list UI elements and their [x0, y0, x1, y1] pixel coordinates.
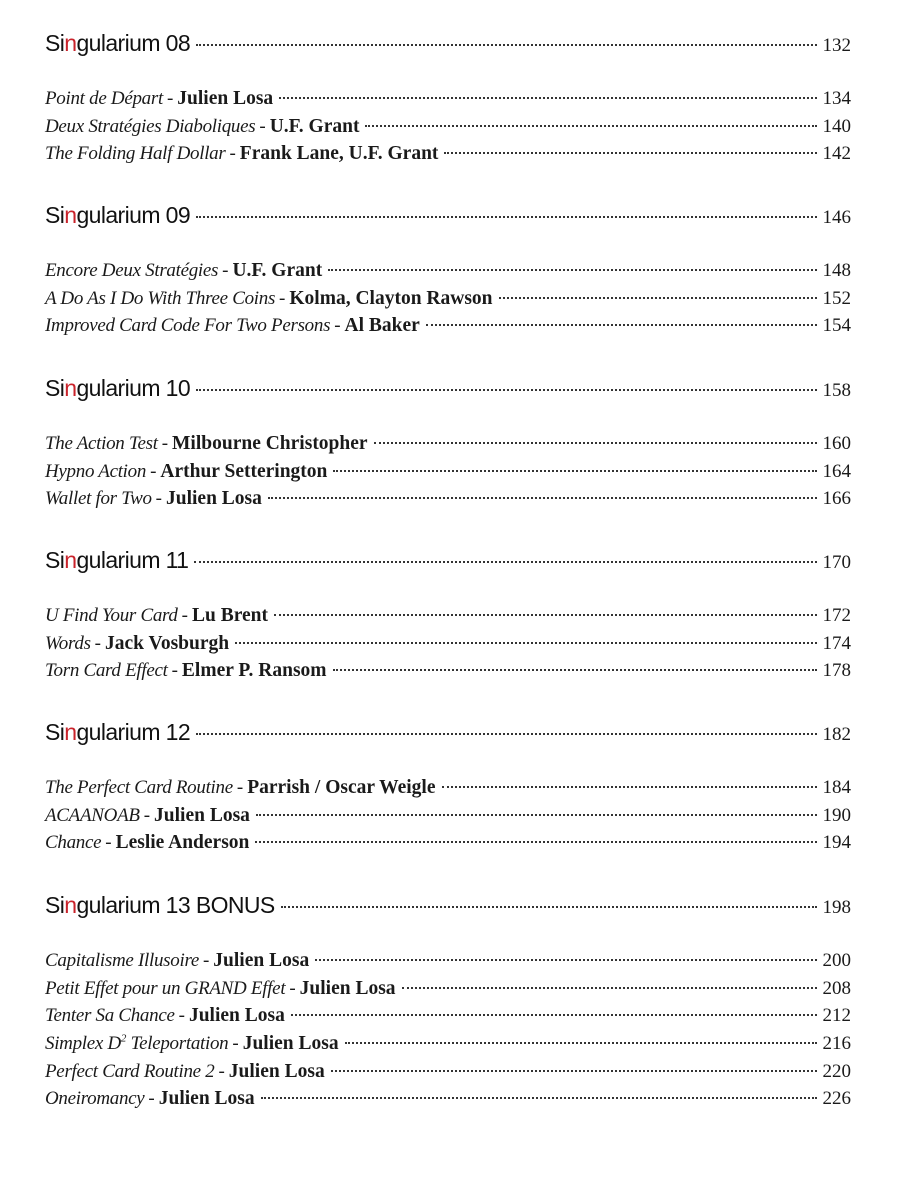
entry-author: Elmer P. Ransom: [181, 660, 327, 682]
chapter-title-accent-letter: n: [64, 547, 77, 573]
entry-title: Oneiromancy: [45, 1088, 145, 1110]
dot-leader: [196, 44, 816, 46]
entry-page-number: 194: [822, 832, 851, 854]
toc-entry[interactable]: [45, 288, 851, 316]
dot-leader: [268, 497, 817, 499]
dot-leader: [281, 906, 817, 908]
title-author-separator: -: [279, 287, 286, 309]
entry-page-number: 212: [822, 1005, 851, 1027]
chapter-entries: [45, 950, 851, 1116]
dot-leader: [279, 97, 816, 99]
chapter-entries: [45, 260, 851, 343]
entry-author: Julien Losa: [188, 1005, 285, 1027]
entry-title: Perfect Card Routine 2: [45, 1060, 215, 1082]
title-author-separator: -: [259, 115, 266, 137]
dot-leader: [328, 269, 816, 271]
dot-leader: [333, 669, 817, 671]
dot-leader: [402, 987, 817, 989]
toc-entry[interactable]: [45, 461, 851, 489]
toc-entry[interactable]: [45, 116, 851, 144]
toc-section: [45, 375, 851, 516]
dot-leader: [333, 470, 816, 472]
chapter-row[interactable]: [45, 892, 851, 920]
title-author-separator: -: [143, 804, 151, 826]
entry-title: Tenter Sa Chance: [45, 1005, 175, 1027]
chapter-row[interactable]: [45, 719, 851, 747]
toc-entry[interactable]: [45, 777, 851, 805]
dot-leader: [194, 561, 816, 563]
dot-leader: [274, 614, 817, 616]
entry-page-number: 216: [822, 1033, 851, 1055]
toc-section: [45, 547, 851, 688]
entry-title: U Find Your Card: [45, 605, 178, 626]
entry-author: Lu Brent: [191, 605, 268, 626]
chapter-title: Singularium 12: [45, 719, 191, 745]
entry-author: Kolma, Clayton Rawson: [289, 287, 493, 309]
entry-page-number: 164: [822, 460, 851, 482]
toc-entry[interactable]: [45, 1061, 851, 1089]
entry-author: Julien Losa: [158, 1088, 255, 1110]
chapter-title: Singularium 11: [45, 547, 189, 573]
entry-title: Deux Stratégies Diaboliques: [45, 115, 256, 137]
entry-page-number: 178: [822, 660, 851, 682]
entry-title: Chance: [45, 832, 102, 854]
chapter-title: Singularium 10: [45, 375, 191, 401]
toc-entry[interactable]: [45, 633, 851, 661]
toc-section: [45, 719, 851, 860]
entry-author: Jack Vosburgh: [105, 632, 230, 654]
toc-section: [45, 892, 851, 1116]
entry-title: The Action Test: [45, 433, 158, 454]
entry-page-number: 172: [822, 605, 851, 626]
entry-author: U.F. Grant: [232, 260, 323, 281]
title-author-separator: -: [171, 660, 178, 682]
chapter-entries: [45, 88, 851, 171]
toc-entry[interactable]: [45, 1005, 851, 1033]
entry-author: Julien Losa: [213, 950, 310, 971]
entry-author: Julien Losa: [299, 977, 396, 999]
entry-page-number: 190: [822, 804, 851, 826]
title-author-separator: -: [181, 605, 188, 626]
entry-title: Petit Effet pour un GRAND Effet: [45, 977, 286, 999]
title-author-separator: -: [105, 832, 112, 854]
dot-leader: [365, 125, 816, 127]
title-author-separator: -: [150, 460, 157, 482]
entry-author: Frank Lane, U.F. Grant: [239, 143, 439, 165]
title-author-separator: -: [232, 1033, 239, 1055]
entry-page-number: 148: [822, 260, 851, 281]
entry-page-number: 174: [822, 632, 851, 654]
entry-page-number: 134: [822, 88, 851, 109]
entry-page-number: 220: [822, 1060, 851, 1082]
dot-leader: [374, 442, 817, 444]
chapter-page-number: 132: [822, 35, 851, 56]
entry-page-number: 208: [822, 977, 851, 999]
title-author-separator: -: [289, 977, 296, 999]
toc-section: [45, 202, 851, 343]
entry-author: Julien Losa: [177, 88, 274, 109]
chapter-page-number: 146: [822, 207, 851, 228]
entry-title: Torn Card Effect: [45, 660, 168, 682]
dot-leader: [426, 324, 817, 326]
chapter-row[interactable]: [45, 30, 851, 58]
entry-page-number: 226: [822, 1088, 851, 1110]
entry-title: Words: [45, 632, 91, 654]
entry-title: Improved Card Code For Two Persons: [45, 315, 331, 337]
entry-title: Capitalisme Illusoire: [45, 950, 199, 971]
entry-title: The Folding Half Dollar: [45, 143, 226, 165]
title-author-separator: -: [334, 315, 341, 337]
chapter-title: Singularium 13 BONUS: [45, 892, 275, 918]
entry-page-number: 154: [822, 315, 851, 337]
toc-entry[interactable]: [45, 315, 851, 343]
toc-entry[interactable]: [45, 805, 851, 833]
toc-entry[interactable]: [45, 1033, 851, 1061]
chapter-page-number: 170: [822, 552, 851, 573]
dot-leader: [345, 1042, 817, 1044]
entry-page-number: 160: [822, 433, 851, 454]
chapter-row[interactable]: [45, 202, 851, 230]
entry-title: Simplex $D^2$ Teleportation: [45, 1032, 229, 1055]
toc-entry[interactable]: [45, 978, 851, 1006]
title-author-separator: -: [178, 1005, 185, 1027]
dot-leader: [196, 216, 816, 218]
entry-author: Julien Losa: [242, 1033, 339, 1055]
chapter-row[interactable]: [45, 547, 851, 575]
title-author-separator: -: [94, 632, 101, 654]
entry-author: Leslie Anderson: [115, 832, 250, 854]
chapter-title: Singularium 09: [45, 202, 191, 228]
chapter-title-accent-letter: n: [64, 375, 77, 401]
entry-page-number: 142: [822, 143, 851, 165]
title-author-separator: -: [161, 433, 169, 454]
entry-page-number: 140: [822, 115, 851, 137]
entry-page-number: 152: [822, 287, 851, 309]
entry-title: A Do As I Do With Three Coins: [45, 287, 276, 309]
dot-leader: [291, 1014, 817, 1016]
dot-leader: [444, 152, 816, 154]
entry-page-number: 200: [822, 950, 851, 971]
chapter-page-number: 182: [822, 724, 851, 745]
toc-entry[interactable]: [45, 488, 851, 516]
chapter-page-number: 198: [822, 897, 851, 918]
entry-author: Arthur Setterington: [160, 460, 328, 482]
dot-leader: [331, 1070, 817, 1072]
toc-section: [45, 30, 851, 171]
toc-entry[interactable]: [45, 143, 851, 171]
entry-title: ACAANOAB: [45, 804, 140, 826]
dot-leader: [442, 786, 817, 788]
title-author-separator: -: [148, 1088, 155, 1110]
dot-leader: [196, 389, 816, 391]
dot-leader: [256, 814, 817, 816]
title-author-separator: -: [218, 1060, 225, 1082]
entry-title: Hypno Action: [45, 460, 147, 482]
dot-leader: [315, 959, 816, 961]
chapter-entries: [45, 777, 851, 860]
entry-title: The Perfect Card Routine: [45, 777, 233, 798]
toc-entry[interactable]: [45, 950, 851, 978]
chapter-entries: [45, 605, 851, 688]
entry-author: U.F. Grant: [269, 115, 360, 137]
entry-page-number: 166: [822, 488, 851, 510]
entry-title: Point de Départ: [45, 88, 163, 109]
entry-title: Wallet for Two: [45, 488, 152, 510]
entry-author: Julien Losa: [228, 1060, 325, 1082]
chapter-title-accent-letter: n: [64, 719, 77, 745]
dot-leader: [196, 733, 816, 735]
chapter-page-number: 158: [822, 380, 851, 401]
entry-author: Julien Losa: [154, 804, 250, 826]
entry-title-superscript: 2: [120, 1032, 127, 1045]
entry-author: Al Baker: [344, 315, 420, 337]
entry-title: Encore Deux Stratégies: [45, 260, 219, 281]
entry-author: Julien Losa: [165, 488, 262, 510]
toc-entry[interactable]: [45, 88, 851, 116]
entry-page-number: 184: [822, 777, 851, 798]
dot-leader: [261, 1097, 817, 1099]
dot-leader: [255, 841, 816, 843]
title-author-separator: -: [166, 88, 174, 109]
toc-entry[interactable]: [45, 832, 851, 860]
toc-entry[interactable]: [45, 660, 851, 688]
chapter-title-accent-letter: n: [64, 892, 77, 918]
chapter-title: Singularium 08: [45, 30, 191, 56]
dot-leader: [235, 642, 816, 644]
chapter-row[interactable]: [45, 375, 851, 403]
chapter-title-accent-letter: n: [64, 30, 77, 56]
entry-author: Parrish / Oscar Weigle: [247, 777, 436, 798]
toc-entry[interactable]: [45, 605, 851, 633]
toc-entry[interactable]: [45, 433, 851, 461]
title-author-separator: -: [202, 950, 210, 971]
entry-author: Milbourne Christopher: [172, 433, 368, 454]
toc-entry[interactable]: [45, 1088, 851, 1116]
chapter-entries: [45, 433, 851, 516]
title-author-separator: -: [229, 143, 236, 165]
title-author-separator: -: [155, 488, 162, 510]
title-author-separator: -: [222, 260, 229, 281]
title-author-separator: -: [236, 777, 244, 798]
chapter-title-accent-letter: n: [64, 202, 77, 228]
dot-leader: [499, 297, 817, 299]
toc-entry[interactable]: [45, 260, 851, 288]
